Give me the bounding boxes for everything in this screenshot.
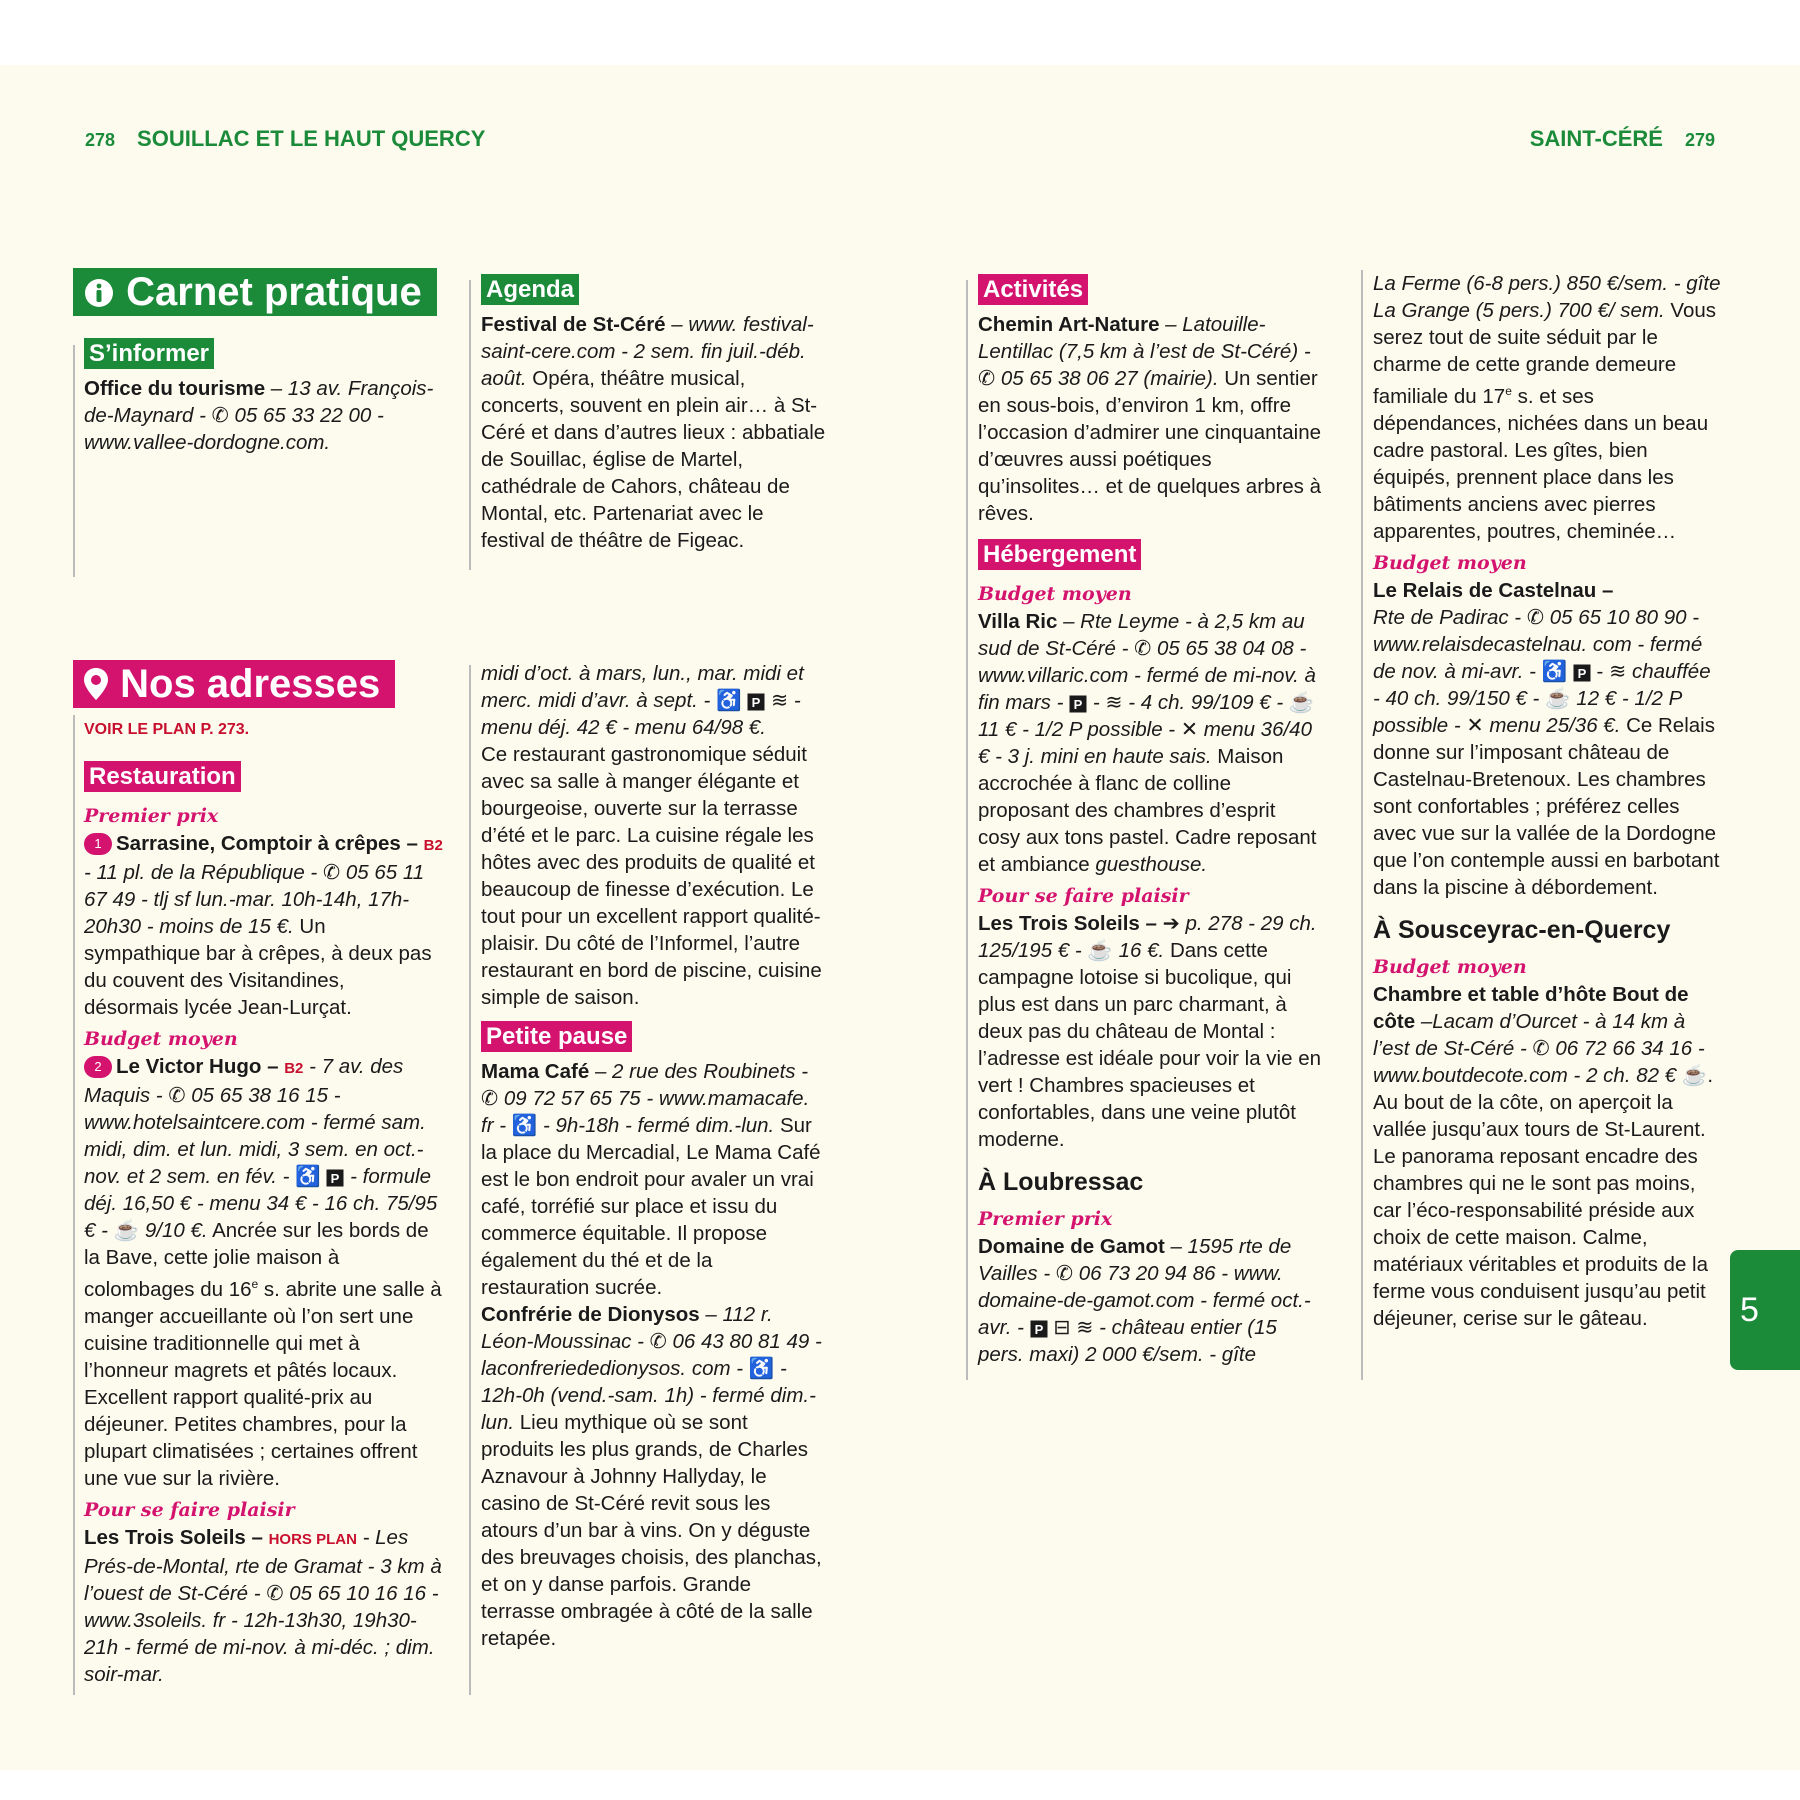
villa-ric-guesthouse: guesthouse. (1095, 853, 1208, 876)
pool-icon: ≋ (1105, 691, 1123, 714)
parking-icon (1030, 1316, 1048, 1339)
map-location-hors-plan: HORS PLAN (268, 1530, 357, 1548)
cutlery-icon: ✕ (1180, 718, 1199, 741)
villa-ric-contact: 05 65 38 04 08 - www.villaric.com - fermé de mi-nov. à fin mars - (978, 637, 1316, 714)
trois-soleils-hotel-entry (978, 910, 1323, 1153)
dash: – (1139, 912, 1163, 935)
relais-castelnau-rooms: chauffée - 40 ch. 99/150 € - (1373, 659, 1711, 710)
carnet-pratique-heading (73, 268, 437, 316)
left-page-number: 278 (85, 130, 116, 150)
carnet-pratique-title: Carnet pratique (126, 270, 422, 314)
chemin-art-nature-description: Un sentier en sous-bois, d’environ 1 km, offre l’occasion d’admirer une cinquantaine d’œuvres aussi poétiques qu’insolites… et de quelques arbres à rêves. (978, 367, 1322, 525)
pool-icon: ≋ (1609, 659, 1627, 683)
phone-icon: ✆ (1055, 1262, 1074, 1285)
villa-ric-menu: menu 36/40 € - 3 j. mini en haute sais. (978, 718, 1312, 768)
map-marker-1: 1 (84, 833, 112, 855)
trois-soleils-continued (481, 660, 826, 741)
sousceyrac-heading: À Sousceyrac-en-Quercy (1373, 915, 1671, 944)
sarrasine-address: - 11 pl. de la République - (84, 861, 323, 884)
wheelchair-icon: ♿ (511, 1114, 538, 1137)
sarrasine-description: Un sympathique bar à crêpes, à deux pas du couvent des Visitandines, désormais lycée Jean-Lurçat. (84, 915, 432, 1019)
pour-se-faire-plaisir-label: Pour se faire plaisir (84, 1498, 295, 1521)
petite-pause-tag: Petite pause (481, 1021, 632, 1052)
bout-de-cote-location: –Lacam d’Ourcet - à 14 km à l’est de St-Céré - (1373, 1009, 1686, 1060)
relais-castelnau-entry: Le Relais de Castelnau – Rte de Padirac - ✆ 05 65 10 80 90 - www.relaisdecastelnau. com - fermé de nov. à mi-avr. - ♿ P - ≋ chauffée - 40 ch. 99/150 € - ☕ 12 € - 1/2 P possible - ✕ menu 25/36 €. Ce Relais donne sur l’imposant château de Castelnau-Bretenoux. Les chambres sont confortables ; préférez celles avec vue sur la vallée de la Dordogne que l’on contemple aussi en barbotant dans la piscine à débordement. (1373, 578, 1720, 899)
festival-meta: – www. festival-saint-cere.com - 2 sem. fin juil.-déb. août. (481, 313, 814, 390)
victor-hugo-entry (84, 1053, 443, 1492)
trois-soleils-address: - Les Prés-de-Montal, rte de Gramat - 3 km à l’ouest de St-Céré - (84, 1525, 442, 1605)
domaine-gamot-contact: 06 73 20 94 86 - www. domaine-de-gamot.com - fermé oct.-avr. - (978, 1262, 1311, 1339)
trois-soleils-menu-prices: - menu déj. 42 € - menu 64/98 €. (481, 689, 801, 739)
phone-icon: ✆ (1134, 637, 1152, 660)
bout-de-cote-name: Chambre et table d’hôte Bout de côte (1373, 982, 1689, 1033)
phone-icon: ✆ (1526, 605, 1545, 629)
mama-cafe-contact: 09 72 57 65 75 - www.mamacafe. fr - (481, 1087, 810, 1137)
villa-ric-breakfast: 11 € - 1/2 P possible - (978, 718, 1181, 741)
left-header-title: SOUILLAC ET LE HAUT QUERCY (137, 126, 486, 151)
mama-cafe-name: Mama Café (481, 1060, 590, 1083)
domaine-gamot-gites: La Ferme (6-8 pers.) 850 €/sem. - gîte La Grange (5 pers.) 700 €/ sem. (1373, 272, 1721, 322)
office-tourisme-entry (84, 375, 443, 456)
activites-tag: Activités (978, 274, 1088, 305)
wheelchair-icon: ♿ (748, 1357, 775, 1380)
map-pin-icon (83, 662, 109, 706)
domaine-gamot-description: Vous serez tout de suite séduit par le charme de cette grande demeure familiale du 17 (1373, 299, 1717, 408)
dash: – (245, 1525, 269, 1549)
trois-soleils-hotel-rooms: p. 278 - 29 ch. 125/195 € - (978, 912, 1317, 962)
trois-soleils-hours: midi d’oct. à mars, lun., mar. midi et merc. midi d’avr. à sept. - (481, 662, 804, 712)
map-marker-2: 2 (84, 1056, 112, 1078)
villa-ric-entry (978, 608, 1323, 878)
wheelchair-icon: ♿ (1541, 659, 1568, 683)
see-reference-icon: ➔ (1162, 912, 1180, 935)
mama-cafe-description: Sur la place du Mercadial, Le Mama Café est le bon endroit pour avaler un vrai café, torréfié sur place et issu du commerce équitable. Il propose également du thé et de la restauration sucrée. (481, 1114, 821, 1299)
victor-hugo-prices: - formule déj. 16,50 € - menu 34 € - 16 ch. 75/95 € - (84, 1165, 438, 1242)
budget-moyen-label: Budget moyen (1373, 955, 1527, 978)
premier-prix-label: Premier prix (84, 805, 219, 827)
trois-soleils-hotel-description: Dans cette campagne lotoise si bucolique, qui plus est dans un parc charmant, à deux pas du château de Montal : l’adresse est idéale pour voir la vie en vert ! Chambres spacieuses et confortables, dans une veine plutôt moderne. (978, 939, 1321, 1151)
victor-hugo-description-2: s. abrite une salle à manger accueillante où l’on sert une cuisine traditionnelle qui met à l’honneur magrets et pâtés locaux. Excellent rapport qualité-prix au déjeuner. Petites chambres, pour la plupart climatisées ; certaines offrent une vue sur la rivière. (84, 1277, 442, 1490)
hebergement-continued-section (1362, 270, 1723, 1332)
pool-icon: ≋ (771, 689, 789, 712)
budget-moyen-label: Budget moyen (84, 1028, 238, 1050)
parking-icon (1573, 660, 1591, 683)
sarrasine-name: Sarrasine, Comptoir à crêpes (116, 832, 401, 855)
villa-ric-rooms: - 4 ch. 99/109 € - (1122, 691, 1289, 714)
dash: – (261, 1055, 285, 1078)
cutlery-icon: ✕ (1466, 713, 1484, 737)
breakfast-icon: ☕ (1288, 691, 1315, 714)
dash: – (1596, 578, 1614, 602)
mama-cafe-hours: - 9h-18h - fermé dim.-lun. (537, 1114, 775, 1137)
breakfast-icon: ☕ (113, 1219, 140, 1242)
superscript: e (1505, 384, 1512, 398)
relais-castelnau-breakfast: 12 € - 1/2 P possible - (1373, 686, 1682, 737)
carnet-pratique-section (73, 268, 443, 456)
domaine-gamot-prices: - château entier (15 pers. maxi) 2 000 €/sem. - gîte (978, 1316, 1277, 1366)
phone-icon: ✆ (481, 1087, 499, 1110)
office-address: – 13 av. François-de-Maynard - (84, 377, 434, 427)
domaine-gamot-address: – 1595 rte de Vailles - (978, 1235, 1292, 1285)
victor-hugo-breakfast-price: 9/10 €. (139, 1219, 208, 1242)
phone-icon: ✆ (649, 1330, 667, 1353)
pour-se-faire-plaisir-label: Pour se faire plaisir (978, 885, 1189, 907)
budget-moyen-label: Budget moyen (1373, 551, 1527, 574)
confrerie-address: – 112 r. Léon-Moussinac - (481, 1303, 773, 1353)
restauration-tag: Restauration (84, 761, 241, 792)
relais-castelnau-address: Rte de Padirac - (1373, 605, 1527, 629)
breakfast-icon: ☕ (1681, 1063, 1708, 1087)
sinformer-tag: S’informer (84, 338, 214, 369)
confrerie-contact: 06 43 80 81 49 - laconfreriededionysos. com - (481, 1330, 822, 1380)
domaine-gamot-entry (978, 1233, 1323, 1368)
agenda-section (470, 270, 826, 554)
breakfast-icon: ☕ (1545, 686, 1571, 710)
right-running-header (1530, 126, 1715, 152)
right-header-title: SAINT-CÉRÉ (1529, 126, 1663, 151)
left-running-header (85, 126, 485, 152)
domaine-gamot-name: Domaine de Gamot (978, 1235, 1165, 1258)
trois-soleils-restaurant-entry (84, 1524, 443, 1688)
confrerie-description: Lieu mythique où se sont produits les plus grands, de Charles Aznavour à Johnny Hallyday, le casino de St-Céré revit sous les atours d’un bar à vins. On y déguste des breuvages choisis, des planchas, et on y danse parfois. Grande terrasse ombragée à côté de la salle retapée. (481, 1411, 822, 1650)
domaine-gamot-continued (1373, 270, 1723, 545)
sarrasine-entry (84, 830, 443, 1021)
parking-icon (326, 1165, 344, 1188)
chemin-art-nature-name: Chemin Art-Nature (978, 313, 1160, 336)
parking-icon (747, 689, 765, 712)
relais-castelnau-contact: 05 65 10 80 90 - www.relaisdecastelnau. com - fermé de nov. à mi-avr. - (1373, 605, 1703, 683)
trois-soleils-description: Ce restaurant gastronomique séduit avec sa salle à manger élégante et bourgeoise, ouverte sur la terrasse d’été et le parc. La cuisine régale les hôtes avec des produits de qualité et beaucoup de finesse d’exécution. Le tout pour un excellent rapport qualité-plaisir. Du côté de l’Informel, l’autre restaurant en bord de piscine, cuisine simple de saison. (481, 743, 822, 1009)
phone-icon: ✆ (168, 1084, 186, 1107)
festival-name: Festival de St-Céré (481, 313, 666, 336)
bout-de-cote-description: . Au bout de la côte, on aperçoit la vallée jusqu’aux tours de St-Laurent. Le panorama reposant encadre des chambres qui ne le sont pas moins, car l’éco-responsabilité préside aux choix de cette maison. Calme, matériaux véritables et produits de la ferme vous conduisent jusqu’au petit déjeuner, cerise sur le gâteau. (1373, 1063, 1714, 1330)
svg-text:P: P (1577, 665, 1587, 681)
hebergement-tag: Hébergement (978, 539, 1141, 570)
agenda-tag: Agenda (481, 274, 579, 305)
villa-ric-address: – Rte Leyme - à 2,5 km au sud de St-Céré - (978, 610, 1305, 660)
nos-adresses-title: Nos adresses (120, 662, 381, 706)
chemin-art-nature-phone: 05 65 38 06 27 (mairie). (1000, 367, 1219, 390)
premier-prix-label: Premier prix (978, 1208, 1113, 1230)
mama-cafe-address: – 2 rue des Roubinets - (589, 1060, 809, 1083)
confrerie-name: Confrérie de Dionysos (481, 1303, 700, 1326)
victor-hugo-description: Ancrée sur les bords de la Bave, cette jolie maison à colombages du 16 (84, 1219, 429, 1301)
sarrasine-details: 05 65 11 67 49 - tlj sf lun.-mar. 10h-14h, 17h-20h30 - moins de 15 €. (84, 861, 425, 938)
office-name: Office du tourisme (84, 377, 266, 400)
victor-hugo-details: 05 65 38 16 15 - www.hotelsaintcere.com - fermé sam. midi, dim. et lun. midi, 3 sem. en oct.-nov. et 2 sem. en fév. - (84, 1084, 426, 1188)
breakfast-icon: ☕ (1087, 939, 1113, 962)
wheelchair-icon: ♿ (295, 1165, 321, 1188)
dash: – (400, 832, 418, 855)
phone-icon: ✆ (322, 861, 341, 884)
svg-text:P: P (1034, 1322, 1043, 1337)
relais-castelnau-menu: menu 25/36 €. (1483, 713, 1621, 737)
restaurant-continued-section (470, 660, 826, 1652)
bout-de-cote-contact: 06 72 66 34 16 - www.boutdecote.com - 2 ch. 82 € (1373, 1036, 1705, 1087)
trois-soleils-hotel-breakfast: 16 €. (1112, 939, 1165, 962)
festival-entry (481, 311, 826, 554)
nos-adresses-heading (73, 660, 395, 708)
confrerie-entry (481, 1301, 826, 1652)
victor-hugo-name: Le Victor Hugo (116, 1055, 262, 1078)
svg-text:P: P (331, 1171, 340, 1186)
map-location-b2: B2 (284, 1060, 304, 1077)
pool-icon: ≋ (1076, 1316, 1094, 1339)
svg-text:P: P (751, 695, 761, 710)
chapter-tab[interactable]: 5 (1730, 1250, 1800, 1370)
map-location-b2: B2 (423, 837, 443, 854)
villa-ric-name: Villa Ric (978, 610, 1058, 633)
bout-de-cote-entry (1373, 981, 1723, 1332)
no-credit-card-icon: ⊟ (1053, 1316, 1071, 1339)
voir-plan-link[interactable]: VOIR LE PLAN P. 273. (84, 721, 250, 738)
phone-icon: ✆ (978, 367, 996, 390)
relais-castelnau-name: Le Relais de Castelnau (1373, 578, 1597, 602)
budget-moyen-label: Budget moyen (978, 583, 1132, 605)
phone-icon: ✆ (211, 404, 229, 427)
phone-icon: ✆ (266, 1581, 284, 1605)
phone-icon: ✆ (1532, 1036, 1550, 1060)
domaine-gamot-description-2: s. et ses dépendances, nichées dans un beau cadre pastoral. Les gîtes, bien équipés, prennent place dans les bâtiments anciens avec pierres apparentes, poutres, cheminée… (1373, 384, 1709, 543)
trois-soleils-details: 05 65 10 16 16 - www.3soleils. fr - 12h-13h30, 19h30-21h - fermé de mi-nov. à mi-déc. ; dim. soir-mar. (84, 1581, 439, 1686)
wheelchair-icon: ♿ (716, 689, 742, 712)
festival-description: Opéra, théâtre musical, concerts, souvent en plein air… à St-Céré et dans d’autres lieux : abbatiale de Souillac, église de Martel, cathédrale de Cahors, château de Montal, etc. Partenariat avec le festival de théâtre de Figeac. (481, 367, 826, 552)
confrerie-hours: - 12h-0h (vend.-sam. 1h) - fermé dim.-lun. (481, 1357, 816, 1434)
activites-hebergement-section (967, 270, 1323, 1368)
loubressac-heading: À Loubressac (978, 1168, 1144, 1196)
nos-adresses-section (73, 660, 443, 1688)
office-phone: 05 65 33 22 00 - www.vallee-dordogne.com. (84, 404, 384, 454)
parking-icon (1069, 691, 1087, 714)
trois-soleils-hotel-name: Les Trois Soleils (978, 912, 1140, 935)
mama-cafe-entry (481, 1058, 826, 1301)
chemin-art-nature-entry (978, 311, 1323, 527)
info-icon (83, 270, 115, 314)
right-page-number: 279 (1684, 130, 1715, 150)
superscript: e (251, 1277, 259, 1291)
separator: - (1087, 691, 1106, 714)
trois-soleils-name: Les Trois Soleils (84, 1525, 246, 1549)
chemin-art-nature-location: – Latouille-Lentillac (7,5 km à l’est de St-Céré) - (978, 313, 1311, 363)
svg-text:P: P (1073, 697, 1083, 712)
villa-ric-description: Maison accrochée à flanc de colline proposant des chambres d’esprit cosy aux tons pastel. Cadre reposant et ambiance (978, 745, 1317, 876)
relais-castelnau-description: Ce Relais donne sur l’imposant château de Castelnau-Bretenoux. Les chambres sont confortables ; préférez celles avec vue sur la vallée de la Dordogne que l’on contemple aussi en barbotant dans la piscine à débordement. (1373, 713, 1720, 899)
victor-hugo-address: - 7 av. des Maquis - (84, 1055, 404, 1107)
